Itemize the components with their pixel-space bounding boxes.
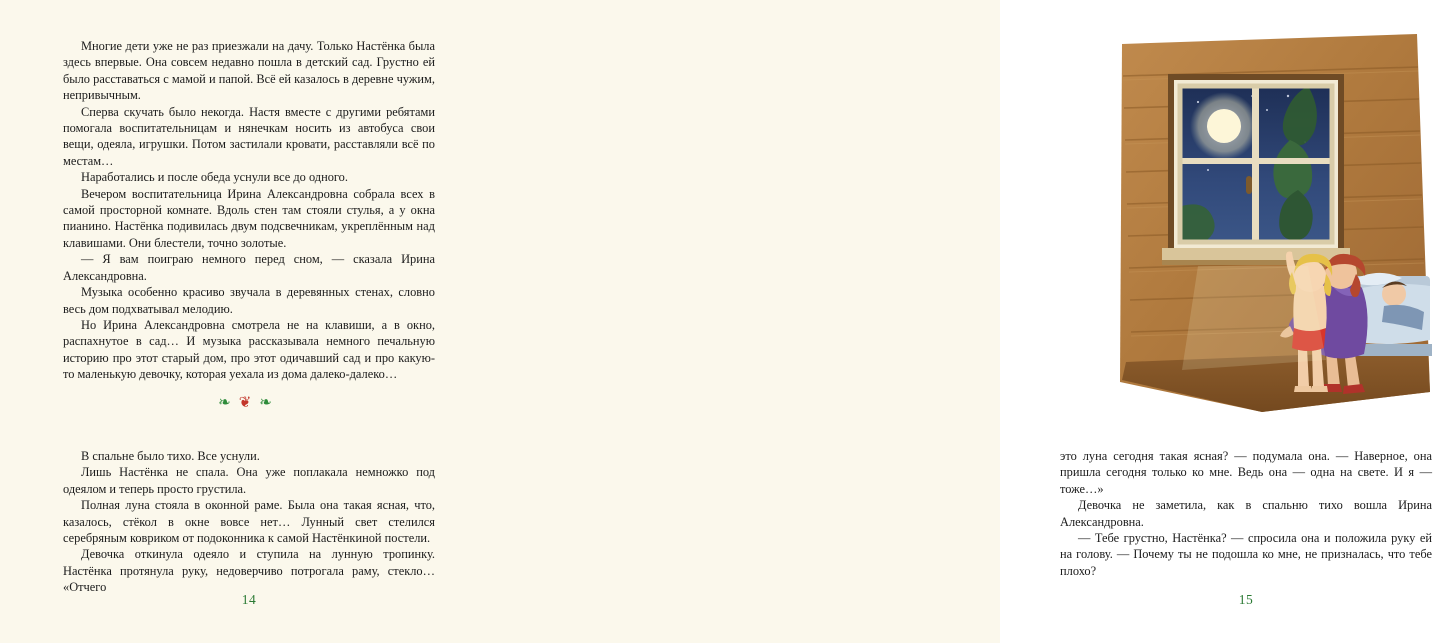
- left-page-body-bottom: [63, 448, 435, 596]
- paragraph: Сперва скучать было некогда. Настя вместе с другими ребятами помогала воспитательницам и нянечкам носить из автобуса свои вещи, одеяла, игрушки. Потом застилали кровати, расставляли всё по местам…: [63, 104, 435, 168]
- paragraph: Полная луна стояла в оконной раме. Была она такая ясная, что, казалось, стёкол в окне вовсе нет… Лунный свет стелился серебряным ковриком от подоконника к самой Настёнкиной постели.: [63, 498, 435, 546]
- leaf-icon: ❦: [238, 395, 260, 411]
- paragraph: Многие дети уже не раз приезжали на дачу. Только Настёнка была здесь впервые. Она совсем недавно пошла в детский сад. Грустно ей было расставаться с мамой и папой. Всё ей казалось в деревне чужим, непривычным.: [63, 39, 435, 103]
- leaf-icon: ❧: [218, 395, 239, 411]
- paragraph: В спальне было тихо. Все уснули.: [81, 449, 260, 463]
- paragraph: Вечером воспитательница Ирина Александровна собрала всех в самой просторной комнате. Вдоль стен там стояли стулья, а у окна пианино. Настёнка подивилась двум подсвечникам, укреплённым над клавишами. Они блестели, точно золотые.: [63, 186, 435, 250]
- page-number-right: 15: [1238, 592, 1254, 607]
- paragraph: Наработались и после обеда уснули все до одного.: [81, 170, 348, 185]
- leaf-icon: ❧: [259, 395, 280, 411]
- left-page-body-top: [63, 38, 435, 383]
- paragraph: — Тебе грустно, Настёнка? — спросила она и положила руку ей на голову. — Почему ты не подошла ко мне, не призналась, что тебе плохо?: [1060, 531, 1432, 578]
- paragraph: Девочка откинула одеяло и ступила на лунную тропинку. Настёнка протянула руку, недоверчиво потрогала раму, стекло… «Отчего: [63, 547, 435, 595]
- paragraph: — Я вам поиграю немного перед сном, — сказала Ирина Александровна.: [63, 252, 435, 283]
- moonlit-window-illustration: [1112, 30, 1437, 420]
- paragraph: Девочка не заметила, как в спальню тихо вошла Ирина Александровна.: [1060, 498, 1432, 529]
- paragraph: это луна сегодня такая ясная? — подумала она. — Наверное, она пришла сегодня только ко мне. Ведь она — одна на свете. И я — тоже…»: [1060, 449, 1432, 496]
- paragraph: Лишь Настёнка не спала. Она уже поплакала немножко под одеялом и теперь просто грустила.: [63, 465, 435, 496]
- right-page: [500, 0, 1432, 643]
- paragraph: Музыка особенно красиво звучала в деревянных стенах, словно весь дом подхватывал мелодию.: [63, 285, 435, 316]
- paragraph: Но Ирина Александровна смотрела не на клавиши, а в окно, распахнутое в сад… И музыка рассказывала немного печальную историю про этот старый дом, про этот одичавший сад и про какую-то маленькую девочку, которая уехала из дома далеко-далеко…: [63, 317, 435, 382]
- page-number-left: 14: [241, 592, 257, 607]
- right-page-body: [1060, 448, 1432, 579]
- left-page: [0, 0, 500, 643]
- ornament-divider: [63, 396, 435, 411]
